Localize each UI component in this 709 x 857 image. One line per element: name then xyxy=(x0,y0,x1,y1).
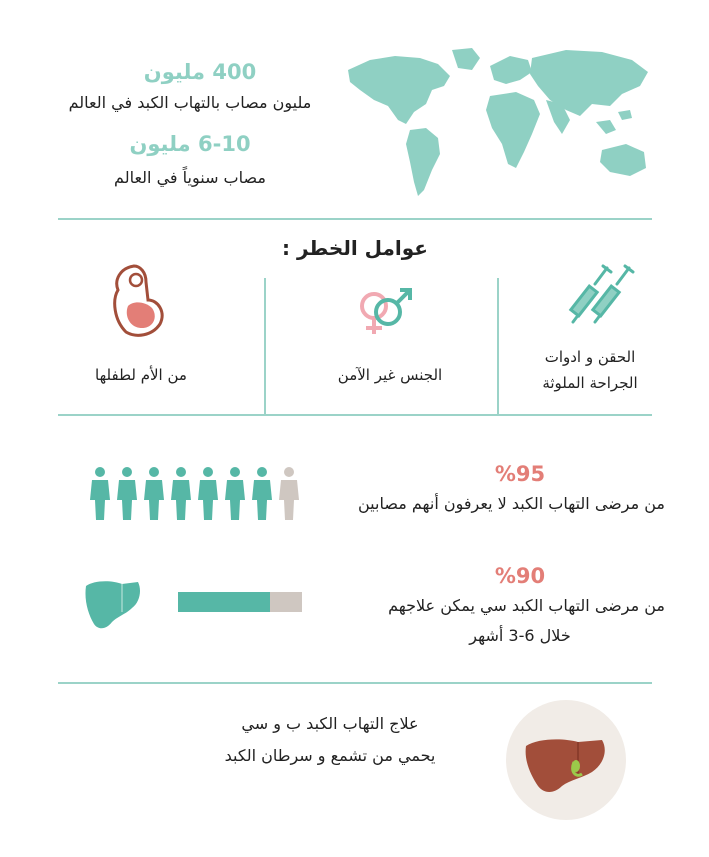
world-map-icon xyxy=(340,42,660,202)
treatable-progress-bar xyxy=(178,592,302,612)
risk-label-mother: من الأم لطفلها xyxy=(95,366,187,384)
treatment-text-line1: علاج التهاب الكبد ب و سي xyxy=(241,714,419,733)
risk-label-injection-line2: الجراحة الملوثة xyxy=(542,374,638,392)
pregnant-mother-icon xyxy=(106,260,170,340)
treatable-text-line1: من مرضى التهاب الكبد سي يمكن علاجهم xyxy=(388,596,665,615)
risk-label-injection xyxy=(520,344,660,396)
risk-label-injection-line1: الحقن و ادوات xyxy=(544,348,636,366)
person-icon xyxy=(198,467,218,520)
risk-divider-left xyxy=(264,278,266,414)
liver-icon xyxy=(82,576,144,632)
syringe-icon xyxy=(565,262,645,326)
global-infected-label: مليون مصاب بالتهاب الكبد في العالم xyxy=(68,93,312,112)
person-icon xyxy=(144,467,164,520)
person-icon xyxy=(171,467,191,520)
person-icon xyxy=(252,467,272,520)
person-icon xyxy=(117,467,137,520)
divider-bottom xyxy=(58,682,652,684)
treatable-text-line2: خلال 6-3 أشهر xyxy=(469,626,571,645)
person-icon xyxy=(279,467,299,520)
person-icon xyxy=(90,467,110,520)
people-row xyxy=(90,466,310,522)
unaware-percent: %95 xyxy=(494,462,546,486)
annual-infected-number: 6-10 مليون xyxy=(129,132,251,156)
gender-icon xyxy=(352,284,420,340)
risk-factors-title: عوامل الخطر : xyxy=(282,236,428,260)
divider-top xyxy=(58,218,652,220)
treatment-text-line2: يحمي من تشمع و سرطان الكبد xyxy=(224,746,436,765)
unaware-text: من مرضى التهاب الكبد لا يعرفون أنهم مصابين xyxy=(357,494,665,513)
global-infected-number: 400 مليون xyxy=(143,60,257,84)
divider-middle xyxy=(58,414,652,416)
treatable-percent: %90 xyxy=(494,564,546,588)
liver-circle-icon xyxy=(504,698,628,822)
annual-infected-label: مصاب سنوياً في العالم xyxy=(114,168,266,187)
person-icon xyxy=(225,467,245,520)
risk-label-sex: الجنس غير الآمن xyxy=(337,366,443,384)
risk-divider-right xyxy=(497,278,499,414)
